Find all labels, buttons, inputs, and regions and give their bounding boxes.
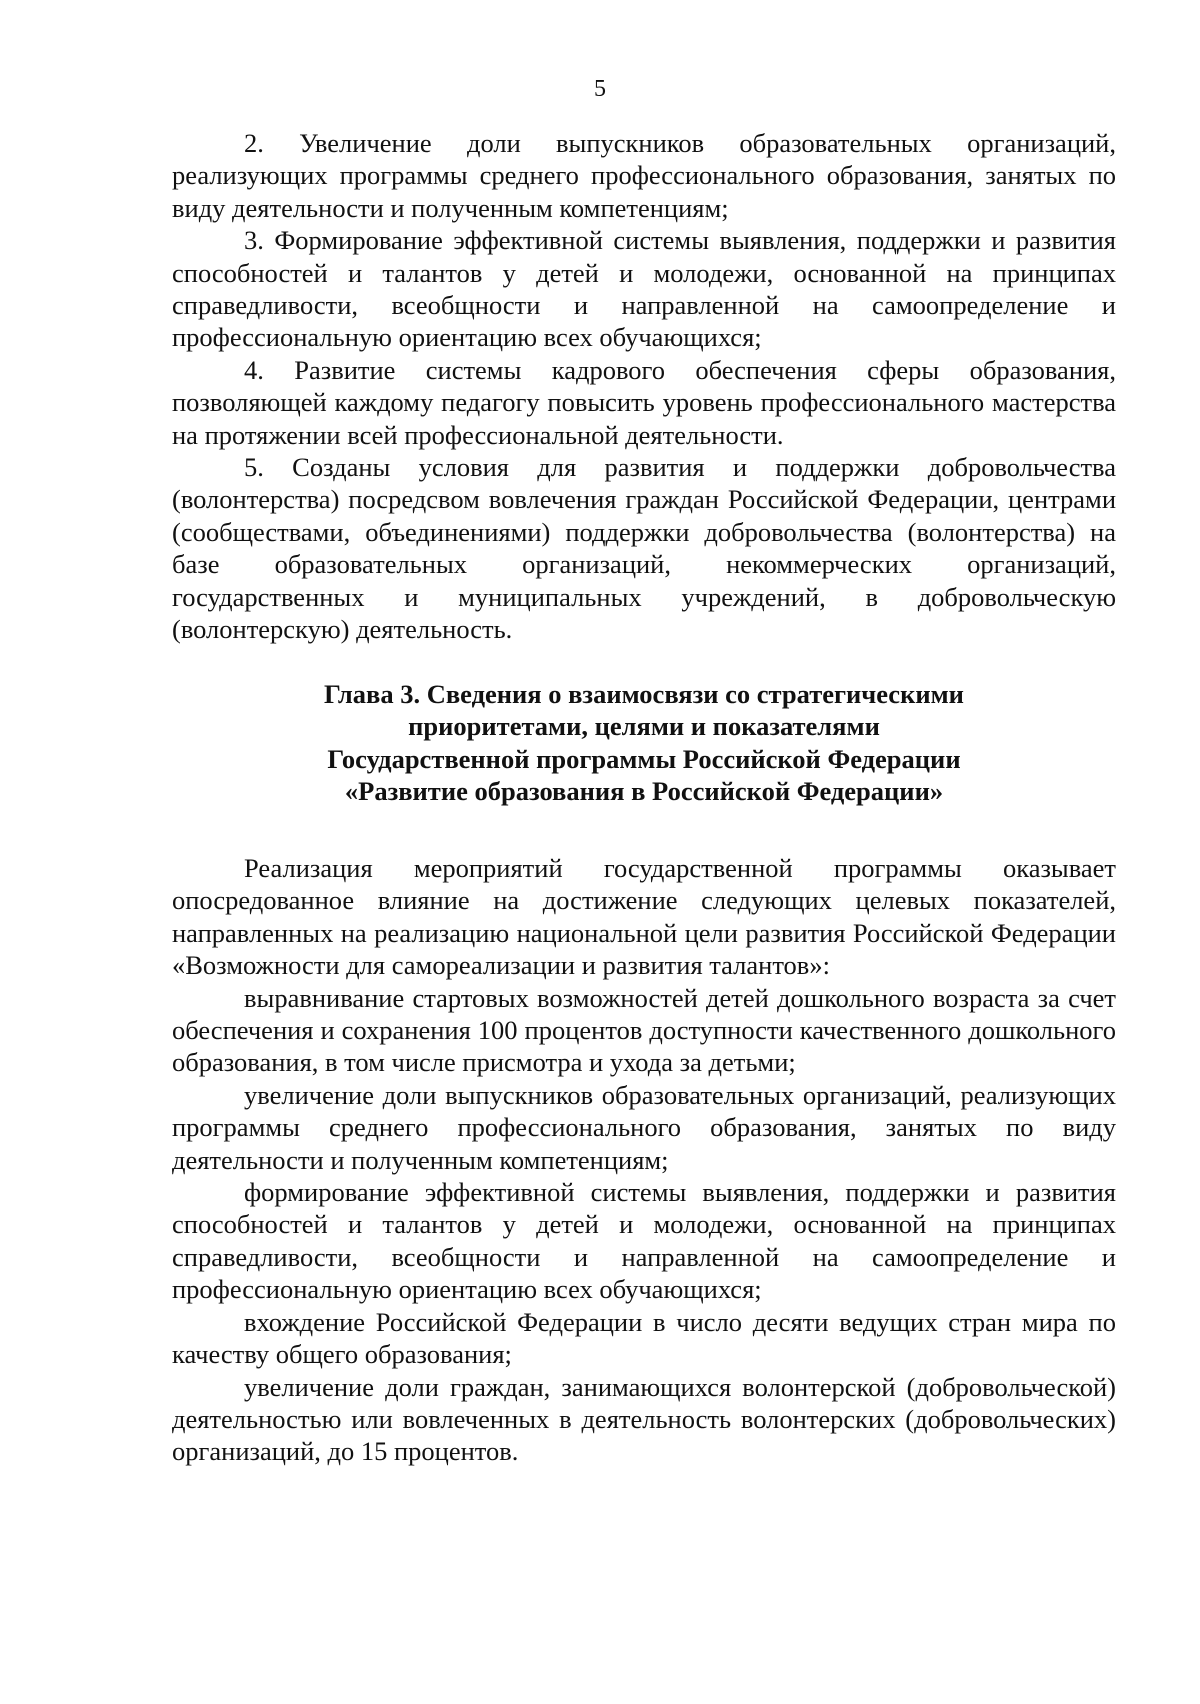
- paragraph-item-2: 2. Увеличение доли выпускников образовательных организаций, реализующих программы среднего профессионального образования, занятых по виду деятельности и полученным компетенциям;: [172, 128, 1116, 223]
- paragraph-item-5: 5. Созданы условия для развития и поддержки добровольчества (волонтерства) посредсвом вовлечения граждан Российской Федерации, центрами (сообществами, объединениями) поддержки добровольчества (волонтерства) на базе образовательных организаций, некоммерческих организаций, государственных и муниципальных учреждений, в добровольческую (волонтерскую) деятельность.: [172, 452, 1116, 645]
- numbered-list-section: [172, 127, 1116, 646]
- indicator-paragraph: увеличение доли выпускников образовательных организаций, реализующих программы среднего профессионального образования, занятых по виду деятельности и полученным компетенциям;: [172, 1079, 1116, 1175]
- intro-paragraph: Реализация мероприятий государственной программы оказывает опосредованное влияние на достижение следующих целевых показателей, направленных на реализацию национальной цели развития Российской Федерации «Возможности для самореализации и развития талантов»:: [172, 853, 1116, 981]
- page-number: 5: [594, 76, 606, 102]
- paragraph-item-3: 3. Формирование эффективной системы выявления, поддержки и развития способностей и талантов у детей и молодежи, основанной на принципах справедливости, всеобщности и направленной на самоопределение и профессиональную ориентацию всех обучающихся;: [172, 225, 1116, 353]
- chapter-body: [172, 852, 1116, 1468]
- chapter-heading-line: Глава 3. Сведения о взаимосвязи со стратегическими: [324, 679, 964, 709]
- indicator-paragraph: формирование эффективной системы выявления, поддержки и развития способностей и талантов у детей и молодежи, основанной на принципах справедливости, всеобщности и направленной на самоопределение и профессиональную ориентацию всех обучающихся;: [172, 1177, 1116, 1305]
- chapter-heading: [172, 678, 1116, 808]
- chapter-heading-line: «Развитие образования в Российской Федерации»: [344, 776, 944, 807]
- indicator-paragraph: увеличение доли граждан, занимающихся волонтерской (добровольческой) деятельностью или вовлеченных в деятельность волонтерских (добровольческих) организаций, до 15 процентов.: [172, 1371, 1116, 1467]
- indicator-paragraph: выравнивание стартовых возможностей детей дошкольного возраста за счет обеспечения и сохранения 100 процентов доступности качественного дошкольного образования, в том числе присмотра и ухода за детьми;: [172, 982, 1116, 1078]
- indicator-paragraph: вхождение Российской Федерации в число десяти ведущих стран мира по качеству общего образования;: [172, 1306, 1116, 1370]
- chapter-heading-line: приоритетами, целями и показателями: [408, 711, 880, 742]
- chapter-heading-line: Государственной программы Российской Федерации: [327, 743, 961, 774]
- paragraph-item-4: 4. Развитие системы кадрового обеспечения сферы образования, позволяющей каждому педагогу повысить уровень профессионального мастерства на протяжении всей профессиональной деятельности.: [172, 354, 1116, 450]
